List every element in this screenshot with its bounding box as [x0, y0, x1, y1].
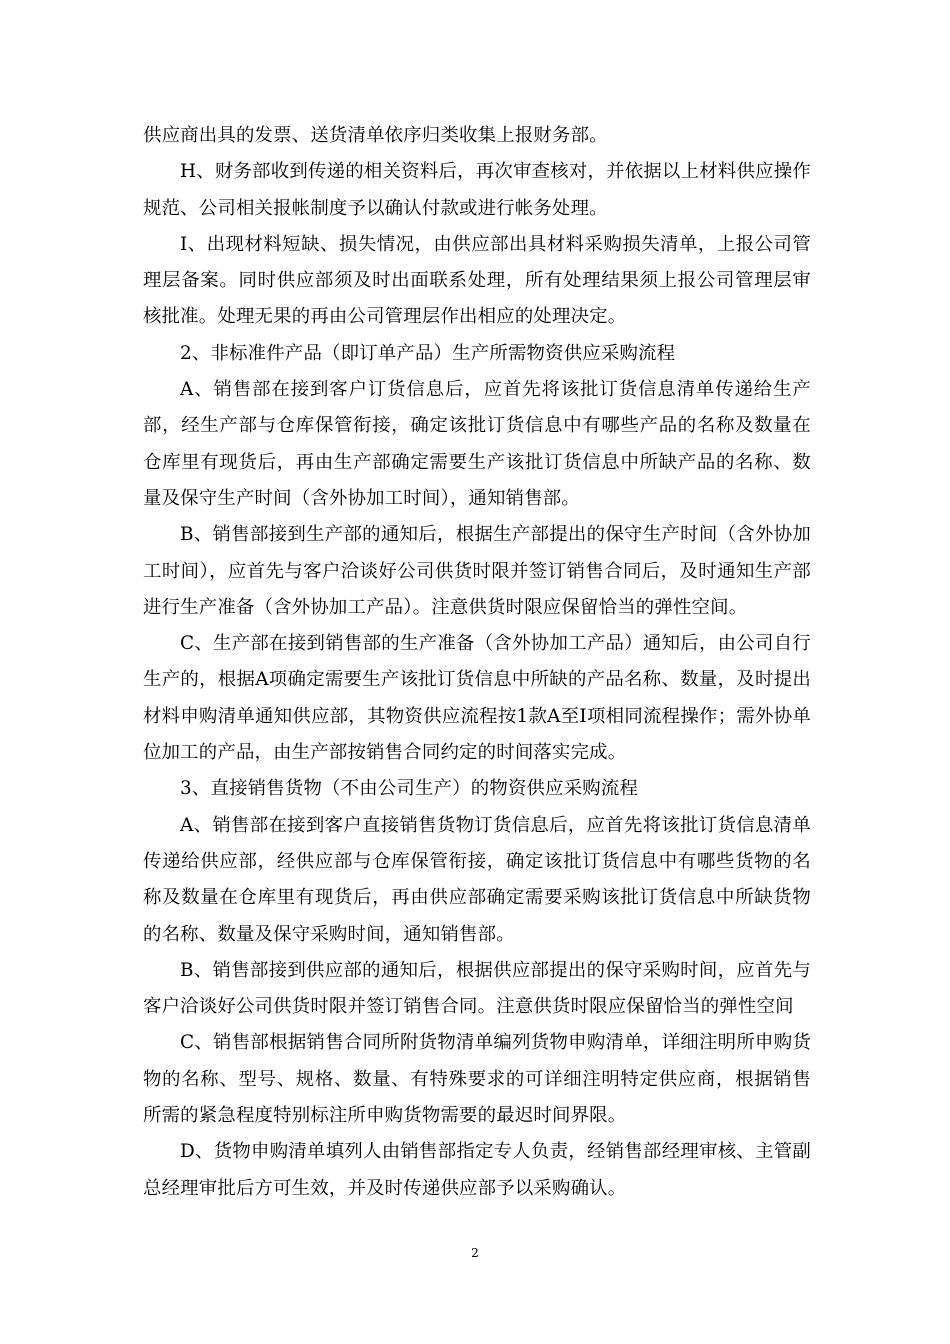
paragraph-i-shortage-handling: I、出现材料短缺、损失情况，由供应部出具材料采购损失清单，上报公司管理层备案。同时供应部须及时出面联系处理，所有处理结果须上报公司管理层审核批准。处理无果的再由公司管理层作出相应的处理决定。 — [143, 233, 811, 328]
page-number: 2 — [471, 1246, 479, 1260]
paragraph-invoice-collection: 供应商出具的发票、送货清单依序归类收集上报财务部。 — [143, 125, 608, 146]
paragraph-2b-sales-contract: B、销售部接到生产部的通知后，根据生产部提出的保守生产时间（含外协加工时间），应首先与客户洽谈好公司供货时限并签订销售合同后，及时通知生产部进行生产准备（含外协加工产品）。注意供货时限应保留恰当的弹性空间。 — [143, 524, 811, 618]
paragraph-3c-purchase-list: C、销售部根据销售合同所附货物清单编列货物申购清单，详细注明所申购货物的名称、型号、规格、数量、有特殊要求的可详细注明特定供应商，根据销售所需的紧急程度特别标注所申购货物需要的最迟时间界限。 — [143, 1032, 811, 1127]
paragraph-3d-approval: D、货物申购清单填列人由销售部指定专人负责，经销售部经理审核、主管副总经理审批后方可生效，并及时传递供应部予以采购确认。 — [143, 1141, 811, 1199]
document-body — [143, 118, 811, 1207]
section-heading-2-nonstandard-products: 2、非标准件产品（即订单产品）生产所需物资供应采购流程 — [180, 342, 676, 364]
paragraph-h-finance-review: H、财务部收到传递的相关资料后，再次审查核对，并依据以上材料供应操作规范、公司相关报帐制度予以确认付款或进行帐务处理。 — [143, 161, 811, 219]
paragraph-2a-order-info: A、销售部在接到客户订货信息后，应首先将该批订货信息清单传递给生产部，经生产部与仓库保管衔接，确定该批订货信息中有哪些产品的名称及数量在仓库里有现货后，再由生产部确定需要生产该批订货信息中所缺产品的名称、数量及保守生产时间（含外协加工时间），通知销售部。 — [143, 379, 811, 509]
paragraph-2c-production-prep: C、生产部在接到销售部的生产准备（含外协加工产品）通知后，由公司自行生产的，根据A项确定需要生产该批订货信息中所缺的产品名称、数量，及时提出材料申购清单通知供应部，其物资供应流程按1款A至I项相同流程操作；需外协单位加工的产品，由生产部按销售合同约定的时间落实完成。 — [143, 633, 811, 764]
paragraph-3a-direct-order-info: A、销售部在接到客户直接销售货物订货信息后，应首先将该批订货信息清单传递给供应部，经供应部与仓库保管衔接，确定该批订货信息中有哪些货物的名称及数量在仓库里有现货后，再由供应部确定需要采购该批订货信息中所缺货物的名称、数量及保守采购时间，通知销售部。 — [143, 814, 811, 945]
section-heading-3-direct-sales: 3、直接销售货物（不由公司生产）的物资供应采购流程 — [180, 778, 639, 800]
paragraph-3b-supply-notice: B、销售部接到供应部的通知后，根据供应部提出的保守采购时间，应首先与客户洽谈好公司供货时限并签订销售合同。注意供货时限应保留恰当的弹性空间 — [143, 959, 811, 1018]
